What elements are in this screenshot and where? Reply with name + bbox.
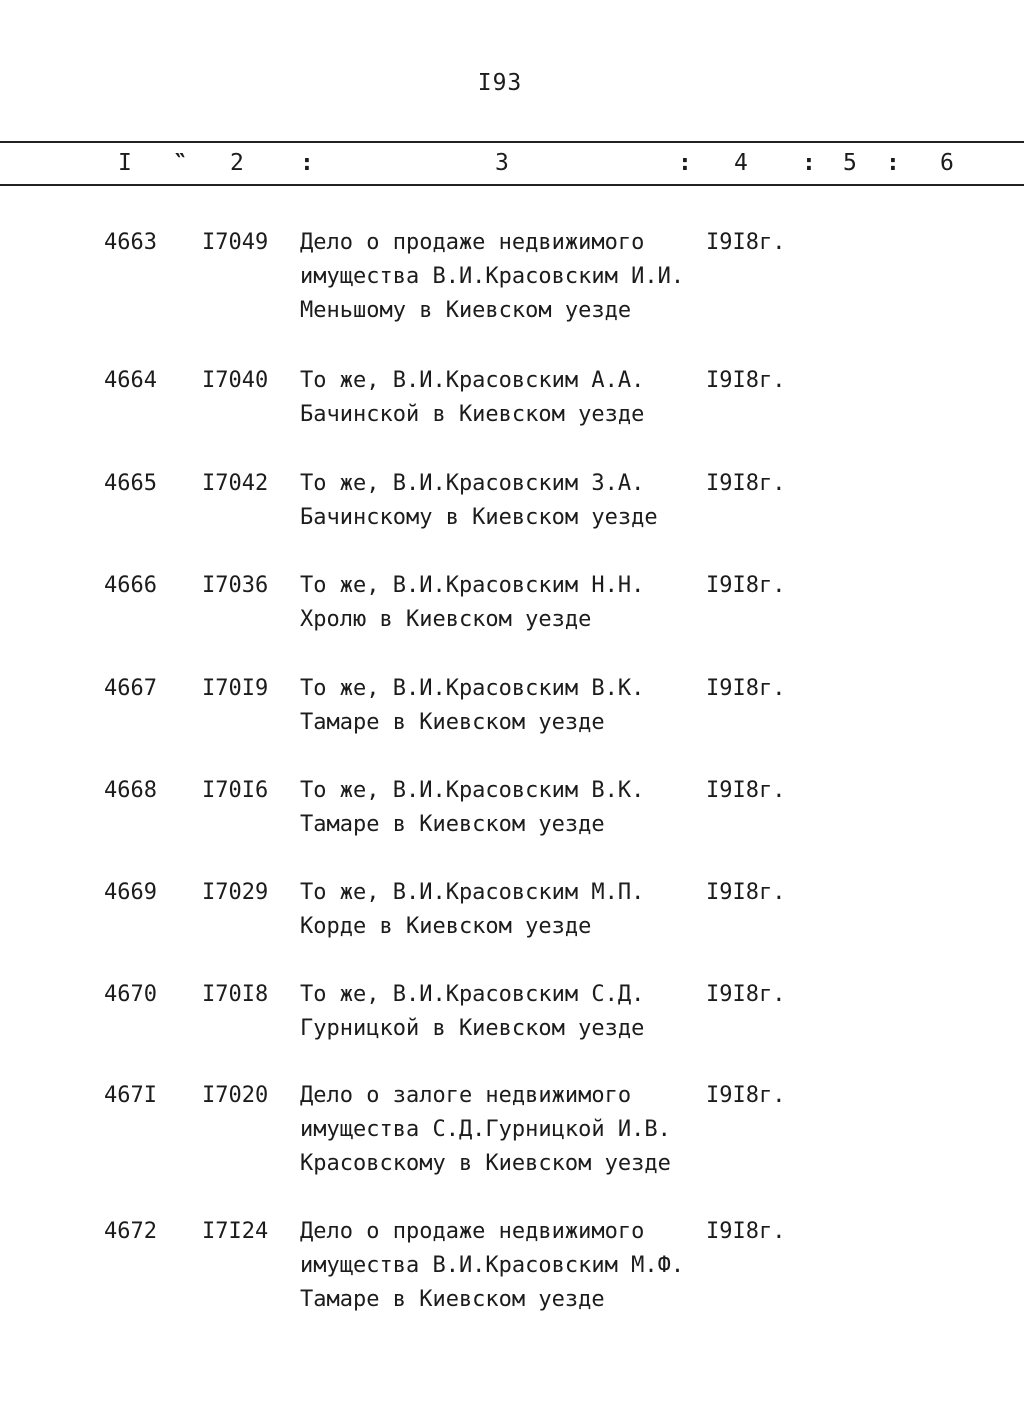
description-line: Бачинскому в Киевском уезде (300, 505, 658, 530)
description-line: Дело о продаже недвижимого (300, 1219, 645, 1244)
record-number: 467I (104, 1083, 157, 1108)
record-description (300, 774, 644, 842)
file-code: I7I24 (202, 1219, 269, 1244)
description-line: Красовскому в Киевском уезде (300, 1151, 671, 1176)
description-line: имущества В.И.Красовским М.Ф. (300, 1253, 685, 1278)
file-code: I7049 (202, 230, 269, 255)
record-number: 4664 (104, 368, 157, 393)
header-separator-3: : (678, 150, 692, 176)
description-line: То же, В.И.Красовским З.А. (300, 471, 645, 496)
table-header-top-rule (0, 141, 1024, 143)
header-col-6: 6 (940, 150, 954, 176)
description-line: имущества С.Д.Гурницкой И.В. (300, 1117, 671, 1142)
description-line: То же, В.И.Красовским А.А. (300, 368, 645, 393)
table-header-bottom-rule (0, 184, 1024, 186)
record-description (300, 1079, 671, 1181)
record-description (300, 467, 658, 535)
description-line: Тамаре в Киевском уезде (300, 710, 605, 735)
header-col-2: 2 (230, 150, 244, 176)
file-code: I7036 (202, 573, 269, 598)
record-number: 4667 (104, 676, 157, 701)
file-code: I70I6 (202, 778, 269, 803)
header-col-3: 3 (495, 150, 509, 176)
record-description (300, 876, 644, 944)
record-number: 4665 (104, 471, 157, 496)
record-date: I9I8г. (706, 1219, 786, 1244)
header-separator-5: : (886, 150, 900, 176)
record-date: I9I8г. (706, 573, 786, 598)
record-date: I9I8г. (706, 982, 786, 1007)
file-code: I7029 (202, 880, 269, 905)
record-date: I9I8г. (706, 368, 786, 393)
file-code: I70I9 (202, 676, 269, 701)
record-description (300, 226, 684, 328)
record-description (300, 978, 644, 1046)
record-date: I9I8г. (706, 1083, 786, 1108)
header-col-4: 4 (734, 150, 748, 176)
header-col-5: 5 (843, 150, 857, 176)
file-code: I7042 (202, 471, 269, 496)
record-description (300, 672, 644, 740)
record-description (300, 1215, 684, 1317)
description-line: То же, В.И.Красовским Н.Н. (300, 573, 645, 598)
header-separator-2: : (300, 150, 314, 176)
page-number: I93 (477, 70, 523, 96)
header-separator-1: ‶ (173, 150, 187, 176)
record-number: 4668 (104, 778, 157, 803)
record-number: 4666 (104, 573, 157, 598)
record-date: I9I8г. (706, 471, 786, 496)
description-line: имущества В.И.Красовским И.И. (300, 264, 685, 289)
description-line: Бачинской в Киевском уезде (300, 402, 645, 427)
description-line: То же, В.И.Красовским С.Д. (300, 982, 645, 1007)
description-line: Тамаре в Киевском уезде (300, 1287, 605, 1312)
description-line: Гурницкой в Киевском уезде (300, 1016, 645, 1041)
record-date: I9I8г. (706, 676, 786, 701)
description-line: Тамаре в Киевском уезде (300, 812, 605, 837)
record-description (300, 569, 644, 637)
record-number: 4672 (104, 1219, 157, 1244)
description-line: То же, В.И.Красовским В.К. (300, 676, 645, 701)
file-code: I7040 (202, 368, 269, 393)
description-line: Хролю в Киевском уезде (300, 607, 592, 632)
header-separator-4: : (802, 150, 816, 176)
description-line: Меньшому в Киевском уезде (300, 298, 632, 323)
description-line: Корде в Киевском уезде (300, 914, 592, 939)
file-code: I70I8 (202, 982, 269, 1007)
description-line: Дело о залоге недвижимого (300, 1083, 632, 1108)
description-line: То же, В.И.Красовским М.П. (300, 880, 645, 905)
description-line: Дело о продаже недвижимого (300, 230, 645, 255)
record-date: I9I8г. (706, 778, 786, 803)
record-date: I9I8г. (706, 880, 786, 905)
record-description (300, 364, 644, 432)
record-date: I9I8г. (706, 230, 786, 255)
description-line: То же, В.И.Красовским В.К. (300, 778, 645, 803)
header-col-1: I (118, 150, 132, 176)
record-number: 4663 (104, 230, 157, 255)
record-number: 4669 (104, 880, 157, 905)
record-number: 4670 (104, 982, 157, 1007)
file-code: I7020 (202, 1083, 269, 1108)
